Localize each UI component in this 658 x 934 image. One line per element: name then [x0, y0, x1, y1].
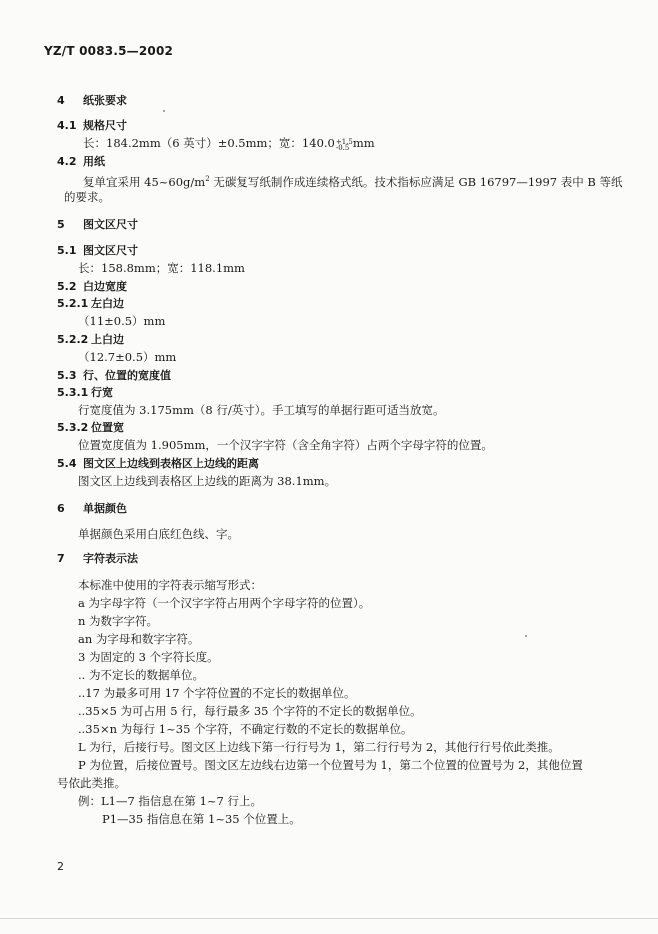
section-5-3-1-text: 行宽度值为 3.175mm（8 行/英寸）。手工填写的单据行距可适当放宽。	[78, 403, 445, 417]
section-number: 4.1	[57, 119, 77, 132]
section-title: 行、位置的宽度值	[83, 369, 171, 382]
section-title: 字符表示法	[83, 552, 138, 565]
section-7-line: ..17 为最多可用 17 个字符位置的不定长的数据单位。	[78, 686, 356, 700]
section-5-4-text: 图文区上边线到表格区上边线的距离为 38.1mm。	[78, 474, 337, 488]
section-5-1-text: 长：158.8mm；宽：118.1mm	[78, 261, 245, 275]
section-7-line: L 为行，后接行号。图文区上边线下第一行行号为 1，第二行行号为 2，其他行行号依此类推。	[78, 740, 560, 754]
section-5-2-1-text: （11±0.5）mm	[78, 314, 166, 328]
section-7-line: n 为数字字符。	[78, 614, 159, 628]
section-number: 5.3	[57, 369, 77, 382]
section-7-line: 3 为固定的 3 个字符长度。	[78, 650, 219, 664]
section-7-line: 号依此类推。	[57, 776, 126, 790]
section-title: 单据颜色	[83, 502, 127, 515]
section-7-line: a 为字母字符（一个汉字字符占用两个字母字符的位置）。	[78, 596, 371, 610]
section-7-line: ..35×n 为每行 1~35 个字符，不确定行数的不定长的数据单位。	[78, 722, 413, 736]
page-number: 2	[57, 860, 64, 873]
section-6-text: 单据颜色采用白底红色线、字。	[78, 527, 239, 541]
scan-edge-line	[0, 918, 658, 919]
section-7-line: an 为字母和数字字符。	[78, 632, 200, 646]
section-title: 图文区上边线到表格区上边线的距离	[83, 457, 259, 470]
section-5-2-1-heading	[57, 297, 124, 311]
section-7-line: P 为位置，后接位置号。图文区左边线右边第一个位置号为 1，第二个位置的位置号为 2，其他位置	[78, 758, 583, 772]
section-5-heading	[57, 218, 138, 232]
section-7-line: ..35×5 为可占用 5 行，每行最多 35 个字符的不定长的数据单位。	[78, 704, 422, 718]
section-5-4-heading	[57, 457, 259, 471]
section-5-2-2-heading	[57, 333, 124, 347]
section-4-heading	[57, 94, 127, 108]
section-number: 6	[57, 502, 65, 515]
section-title: 图文区尺寸	[83, 218, 138, 231]
section-6-heading	[57, 502, 127, 516]
section-7-line: 本标准中使用的字符表示缩写形式：	[78, 578, 262, 592]
section-number: 5.3.2	[57, 421, 89, 434]
section-number: 5.2	[57, 280, 77, 293]
section-5-3-2-text: 位置宽度值为 1.905mm，一个汉字字符（含全角字符）占两个字母字符的位置。	[78, 438, 493, 452]
section-7-example-line: P1—35 指信息在第 1~35 个位置上。	[102, 812, 301, 826]
section-number: 5.2.2	[57, 333, 89, 346]
section-title: 纸张要求	[83, 94, 127, 107]
section-5-2-heading	[57, 280, 127, 294]
section-number: 5.1	[57, 244, 77, 257]
section-number: 5.4	[57, 457, 77, 470]
section-number: 4	[57, 94, 65, 107]
section-5-2-2-text: （12.7±0.5）mm	[78, 350, 177, 364]
section-title: 图文区尺寸	[83, 244, 138, 257]
section-7-line: .. 为不定长的数据单位。	[78, 668, 204, 682]
section-7-heading	[57, 552, 138, 566]
section-number: 5.2.1	[57, 297, 89, 310]
section-title: 位置宽	[91, 421, 124, 434]
section-number: 7	[57, 552, 65, 565]
section-title: 行宽	[91, 386, 113, 399]
scan-speck	[163, 110, 165, 112]
section-5-3-heading	[57, 369, 171, 383]
scan-speck	[525, 635, 527, 637]
section-title: 规格尺寸	[83, 119, 127, 132]
section-5-3-2-heading	[57, 421, 124, 435]
section-4-2-text-line-2: 的要求。	[64, 190, 110, 204]
section-5-3-1-heading	[57, 386, 113, 400]
standard-code-header: YZ/T 0083.5—2002	[44, 44, 174, 58]
section-number: 5.3.1	[57, 386, 89, 399]
section-4-1-heading	[57, 119, 127, 133]
section-5-1-heading	[57, 244, 138, 258]
section-title: 用纸	[83, 155, 105, 168]
section-number: 5	[57, 218, 65, 231]
section-4-2-text-line-1: 复单宜采用 $45\sim 60g/m^2$ 无碳复写纸制作成连续格式纸。技术指标应满足 GB 16797—1997 表中 B 等纸	[83, 175, 623, 189]
section-7-example-line: 例：L1—7 指信息在第 1~7 行上。	[78, 794, 263, 808]
section-title: 左白边	[91, 297, 124, 310]
section-title: 上白边	[91, 333, 124, 346]
section-4-1-text: 长：184.2mm（6 英寸）±0.5mm；宽：140.0 +1.5 -0.5 mm	[83, 136, 375, 152]
section-number: 4.2	[57, 155, 77, 168]
section-title: 白边宽度	[83, 280, 127, 293]
tolerance-stack: +1.5 -0.5	[335, 138, 353, 152]
section-4-2-heading	[57, 155, 105, 169]
